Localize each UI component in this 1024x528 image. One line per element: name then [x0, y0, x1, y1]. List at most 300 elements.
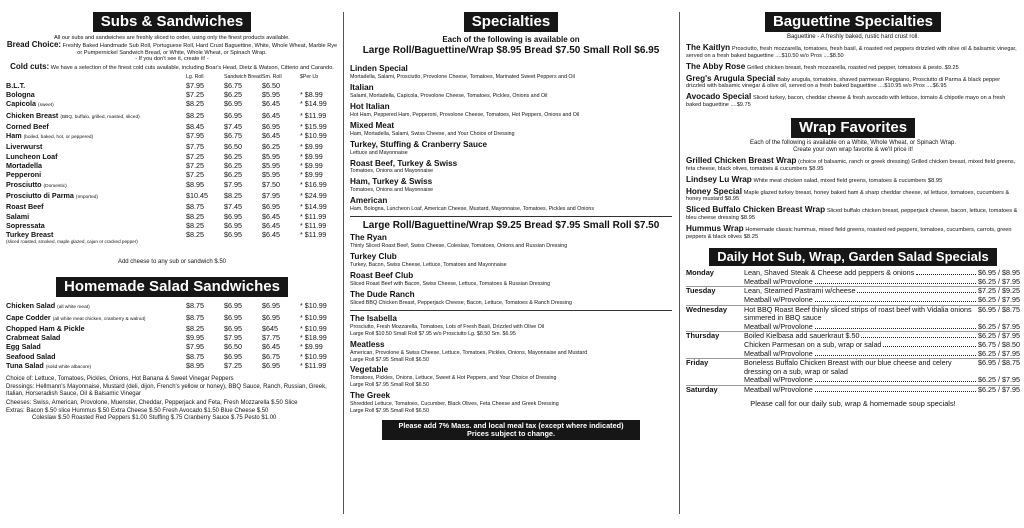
item-desc: (Imported) — [75, 194, 99, 200]
table-row — [686, 341, 1020, 350]
item-name: Luncheon Loaf — [6, 151, 58, 161]
price-cell: * $10.99 — [300, 301, 327, 311]
day-label: Saturday — [686, 384, 718, 394]
price-cell: $7.75 — [186, 142, 204, 152]
price-cell: $7.45 — [224, 202, 242, 212]
price-cell: * $10.99 — [300, 323, 327, 333]
day-label: Wednesday — [686, 304, 727, 314]
item-name: Prosciutto di Parma — [6, 190, 74, 200]
item-name: Liverwurst — [6, 142, 43, 152]
price-cell: $6.95 — [262, 301, 280, 311]
item-desc: Tomatoes, Pickles, Onions, Lettuce, Sweet & Hot Peppers, and Your Choice of Dressing — [350, 375, 557, 382]
subs-title: Subs & Sandwiches — [93, 12, 252, 32]
item-name: The Abby Rose — [686, 61, 746, 71]
item-price: $8.95 — [724, 196, 740, 203]
special-price: $6.25 / $7.95 — [978, 375, 1020, 385]
table-row — [686, 385, 1020, 394]
price-cell: * $9.99 — [300, 161, 323, 171]
header-sm-roll: Sm. Roll — [262, 73, 282, 80]
price-cell: * $11.99 — [300, 220, 327, 230]
item-name: The Isabella — [350, 313, 397, 323]
item-name: Vegetable — [350, 365, 389, 375]
day-label: Monday — [686, 268, 714, 278]
list-item — [350, 290, 672, 307]
item-name: Lindsey Lu Wrap — [686, 174, 752, 184]
item-name-cell — [6, 122, 186, 131]
baguettine-list — [686, 43, 1020, 110]
item-name-cell — [6, 90, 186, 99]
item-name-cell — [6, 313, 186, 324]
price-cell: $6.45 — [262, 211, 280, 221]
special-name: Meatball w/Provolone — [744, 321, 813, 331]
special-price: $6.25 / $7.95 — [978, 348, 1020, 358]
item-name: Roast Beef, Turkey & Swiss — [350, 158, 458, 168]
price-cell: $5.95 — [262, 170, 280, 180]
salad-choice-of: Choice of: Lettuce, Tomatoes, Pickles, Onions, Hot Banana & Sweet Vinegar Peppers — [6, 376, 234, 383]
table-row — [686, 376, 1020, 385]
cold-cuts: Cold cuts: We have a selection of the finest cold cuts available, including Boar's Head, Dietz & Watson, Citterio and Carando. — [10, 61, 334, 71]
price-cell: $7.95 — [186, 131, 204, 141]
item-desc: Turkey, Bacon, Swiss Cheese, Lettuce, Tomatoes and Mayonnaise — [350, 262, 507, 269]
table-row — [6, 142, 338, 151]
day-cell — [686, 332, 744, 341]
special-price: $6.95 / $8.75 — [978, 358, 1020, 368]
table-row — [686, 296, 1020, 305]
price-cell: $6.95 — [262, 202, 280, 212]
price-cell: * $9.99 — [300, 342, 323, 352]
price-cell: * $10.99 — [300, 312, 327, 322]
special-name: Boneless Buffalo Chicken Breast with our blue cheese and celery dressing on a sub, wrap or salad — [744, 358, 952, 376]
special-cell — [744, 385, 1020, 394]
special-cell — [744, 359, 1020, 377]
item-name: Pepperoni — [6, 170, 42, 180]
header-sandwich-bread: Sandwich Bread — [224, 73, 262, 80]
item-desc: Sliced turkey, bacon, cheddar cheese & fresh avocado with lettuce, tomato & chipotle mayo on a fresh baked baguettine ....$9.75 — [686, 95, 1006, 109]
day-cell — [686, 305, 744, 323]
price-cell: $6.25 — [224, 170, 242, 180]
special-name: Meatball w/Provolone — [744, 375, 813, 385]
item-desc: Thinly Sliced Roast Beef, Swiss Cheese, Coleslaw, Tomatoes, Onions and Russian Dressing — [350, 243, 568, 250]
special-price: $6.95 / $8.95 — [978, 268, 1020, 278]
item-name: Bologna — [6, 89, 35, 99]
list-item — [350, 314, 672, 338]
price-cell: * $10.99 — [300, 131, 327, 141]
item-name-cell — [6, 191, 186, 202]
item-name: Crabmeat Salad — [6, 333, 61, 343]
price-cell: $8.25 — [186, 110, 204, 120]
day-label: Thursday — [686, 331, 720, 341]
daily-title: Daily Hot Sub, Wrap, Garden Salad Specials — [709, 248, 996, 266]
special-name: Meatball w/Provolone — [744, 294, 813, 304]
item-desc: Ham, Bologna, Luncheon Loaf, American Cheese, Mustard, Mayonnaise, Tomatoes, Pickles and Onions — [350, 206, 594, 213]
day-cell — [686, 269, 744, 278]
price-cell: $5.95 — [262, 89, 280, 99]
price-cell: $6.75 — [224, 131, 242, 141]
table-header-row — [6, 73, 338, 81]
table-row — [6, 152, 338, 161]
column-subs — [6, 0, 338, 528]
day-cell — [686, 341, 744, 350]
item-name: Chicken Breast — [6, 110, 59, 120]
list-item — [350, 196, 672, 213]
price-cell: $8.25 — [186, 323, 204, 333]
column-divider — [343, 12, 344, 514]
item-desc: Grilled chicken breast, fresh mozzarella, roasted red pepper, tomatoes & pesto..$9.25 — [747, 64, 959, 71]
item-name: Egg Salad — [6, 342, 41, 352]
item-name-cell — [6, 161, 186, 170]
table-row — [6, 191, 338, 202]
item-name: Italian — [350, 83, 374, 93]
list-item — [686, 224, 1020, 241]
specialties-each: Each of the following is available on — [442, 35, 580, 44]
table-row — [6, 180, 338, 191]
price-cell: $8.75 — [186, 312, 204, 322]
bread-choice: Bread Choice: Freshly Baked Handmade Sub Roll, Portuguese Roll, Hard Crust Baguettine, White, Whole Wheat, Marble Rye or Pumpernickel Sandwich Bread, or White, Whole Wheat, or Spinach Wrap. — [6, 40, 338, 57]
item-price: $8.95 — [927, 177, 943, 184]
column-divider — [679, 12, 680, 514]
price-cell: $7.25 — [186, 161, 204, 171]
price-cell: $8.45 — [186, 121, 204, 131]
item-name-cell — [6, 170, 186, 179]
baguettine-title: Baguettine Specialties — [765, 12, 941, 32]
item-name-cell — [6, 301, 186, 312]
table-row — [6, 111, 338, 122]
price-cell: $10.45 — [186, 190, 208, 200]
price-cell: $8.25 — [186, 211, 204, 221]
item-prices: Large Roll $7.95 Small Roll $6.50 — [350, 408, 429, 415]
special-price: $6.25 / $7.95 — [978, 384, 1020, 394]
item-name: Greg's Arugula Special — [686, 73, 776, 83]
list-item — [350, 64, 672, 81]
item-desc: Shredded Lettuce, Tomatoes, Cucumber, Black Olives, Feta Cheese and Greek Dressing — [350, 401, 559, 408]
item-name-cell — [6, 131, 186, 142]
list-item — [686, 92, 1020, 109]
item-name: Honey Special — [686, 186, 742, 196]
price-cell: * $11.99 — [300, 211, 327, 221]
bread-note: - If you don't see it, create it! - — [135, 56, 209, 63]
list-item — [350, 159, 672, 176]
item-name: Chopped Ham & Pickle — [6, 323, 85, 333]
price-cell: $8.95 — [186, 179, 204, 189]
column-specialties — [350, 0, 672, 528]
item-desc: (all white meat) — [57, 305, 90, 311]
item-desc: (solid white albacore) — [45, 365, 92, 371]
day-label: Tuesday — [686, 286, 716, 296]
item-name: Turkey Club — [350, 252, 397, 262]
item-name-cell — [6, 230, 186, 239]
price-cell: $6.45 — [262, 110, 280, 120]
list-item — [350, 391, 672, 415]
price-cell: $6.95 — [224, 110, 242, 120]
table-row — [686, 287, 1020, 296]
item-prices: Large Roll $7.95 Small Roll $6.50 — [350, 356, 429, 363]
price-cell: $6.50 — [262, 80, 280, 90]
item-name: Sliced Buffalo Chicken Breast Wrap — [686, 205, 826, 215]
price-cell: * $16.99 — [300, 179, 327, 189]
list-item — [350, 177, 672, 194]
item-prices: Large Roll $7.95 Small Roll $6.50 — [350, 382, 429, 389]
special-price: $6.25 / $7.95 — [978, 276, 1020, 286]
salad-extras-2: Coleslaw $.50 Roasted Red Peppers $1.00 Stuffing $.75 Cranberry Sauce $.75 Pesto $1.00 — [32, 415, 277, 422]
price-cell: $6.25 — [224, 151, 242, 161]
price-note: Prices subject to change. — [467, 429, 555, 439]
list-item — [686, 187, 1020, 204]
item-desc: Ham, Mortadella, Salami, Swiss Cheese, and Your Choice of Dressing — [350, 130, 515, 137]
wraps-list — [686, 156, 1020, 241]
item-desc: White meat chicken salad, mixed field greens, tomatoes & cucumbers — [753, 177, 927, 184]
table-row — [6, 81, 338, 90]
salad-extras: Extras: Bacon $.50 slice Hummus $.50 Extra Cheese $.50 Fresh Avocado $1.50 Blue Cheese $.50 — [6, 407, 269, 414]
price-cell: $8.75 — [186, 301, 204, 311]
item-desc: (boiled, baked, hot, or peppered) — [23, 135, 94, 141]
item-name-cell — [6, 324, 186, 333]
item-name: Seafood Salad — [6, 351, 56, 361]
price-cell: $6.45 — [262, 99, 280, 109]
item-name: Meatless — [350, 339, 385, 349]
price-cell: * $8.99 — [300, 89, 323, 99]
special-name: Meatball w/Provolone — [744, 276, 813, 286]
item-name-cell — [6, 221, 186, 230]
day-cell — [686, 359, 744, 377]
subs-price-table — [6, 73, 338, 240]
item-desc: (sweet) — [37, 103, 54, 109]
item-desc: Mortadella, Salami, Prosciutto, Provolone Cheese, Tomatoes, Marinated Sweet Peppers and Oil — [350, 74, 575, 81]
item-price: $8.25 — [743, 234, 759, 241]
subs-intro: All our subs and sandwiches are freshly sliced to order, using only the finest products available. — [54, 35, 290, 41]
price-cell: * $24.99 — [300, 190, 327, 200]
price-cell: $6.95 — [224, 230, 242, 240]
item-name-cell — [6, 202, 186, 211]
price-cell: $8.95 — [186, 361, 204, 371]
table-row — [6, 361, 338, 372]
table-row — [6, 230, 338, 239]
price-cell: * $11.99 — [300, 110, 327, 120]
table-row — [6, 99, 338, 110]
table-row — [6, 122, 338, 131]
price-cell: $6.45 — [262, 342, 280, 352]
special-price: $6.25 / $7.95 — [978, 294, 1020, 304]
item-desc: Hot Ham, Peppered Ham, Pepperoni, Provolone Cheese, Tomatoes, Hot Peppers, Onions and Oil — [350, 111, 580, 118]
list-item — [350, 83, 672, 100]
item-name: Corned Beef — [6, 121, 49, 131]
item-name: Roast Beef — [6, 202, 44, 212]
table-row — [686, 359, 1020, 377]
item-prices: Large Roll $10.50 Small Roll $7.95 w/o Prosciutto Lg. $8.50 Sm. $6.95 — [350, 330, 516, 337]
list-item — [350, 140, 672, 157]
special-name: Lean, Steamed Pastrami w/cheese — [744, 286, 856, 296]
special-price: $6.25 / $7.95 — [978, 331, 1020, 341]
table-row — [6, 202, 338, 211]
price-cell: $8.25 — [186, 220, 204, 230]
item-name: Turkey, Stuffing & Cranberry Sauce — [350, 139, 488, 149]
item-name: The Dude Ranch — [350, 289, 415, 299]
item-desc: Sliced BBQ Chicken Breast, Pepperjack Cheese, Bacon, Lettuce, Tomatoes & Ranch Dressing — [350, 299, 572, 306]
item-name: Linden Special — [350, 64, 408, 74]
table-row — [6, 170, 338, 179]
salads-price-table — [6, 301, 338, 372]
item-desc: Tomatoes, Onions and Mayonnaise — [350, 168, 434, 175]
price-cell: $6.50 — [224, 342, 242, 352]
item-name-cell — [6, 212, 186, 221]
item-name: American — [350, 196, 388, 206]
item-name-cell — [6, 352, 186, 361]
item-name: Hot Italian — [350, 101, 390, 111]
wraps-create: Create your own wrap favorite & we'll price it! — [793, 147, 913, 153]
item-desc: Prosciutto, Fresh Mozzarella, Tomatoes, Lots of Fresh Basil, Drizzled with Olive Oil — [350, 323, 545, 330]
item-desc: (Domestic) — [43, 183, 67, 189]
item-name-cell — [6, 99, 186, 110]
price-cell: $7.25 — [186, 170, 204, 180]
list-item — [686, 156, 1020, 173]
price-cell: $7.50 — [262, 179, 280, 189]
price-cell: * $14.99 — [300, 202, 327, 212]
day-cell — [686, 287, 744, 296]
item-name: Ham, Turkey & Swiss — [350, 177, 433, 187]
tax-note-box — [382, 420, 640, 440]
price-cell: $6.95 — [262, 312, 280, 322]
price-cell: $6.25 — [224, 161, 242, 171]
item-name: The Ryan — [350, 233, 387, 243]
price-cell: $8.25 — [224, 190, 242, 200]
table-row — [6, 333, 338, 342]
item-desc: (choice of balsamic, ranch or greek dressing) Grilled chicken breast, mixed field greens, feta cheese, black olives, tomatoes & cucumbers — [686, 158, 1016, 172]
item-name: The Kaitlyn — [686, 42, 731, 52]
price-cell: $8.25 — [186, 99, 204, 109]
price-cell: $5.95 — [262, 161, 280, 171]
list-item — [350, 271, 672, 288]
item-name: Mortadella — [6, 161, 42, 171]
salads-title: Homemade Salad Sandwiches — [56, 277, 288, 297]
item-name: Turkey Breast — [6, 230, 54, 240]
item-price: $8.95 — [740, 215, 756, 222]
price-cell: * $18.99 — [300, 333, 327, 343]
price-cell: $6.45 — [262, 230, 280, 240]
table-row — [6, 212, 338, 221]
special-name: Chicken Parmesan on a sub, wrap or salad — [744, 339, 882, 349]
price-cell: $7.95 — [224, 179, 242, 189]
special-name: Boiled Kielbasa add sauerkraut $.50 — [744, 331, 860, 341]
day-label: Friday — [686, 358, 709, 368]
item-name-cell — [6, 361, 186, 372]
price-cell: $7.25 — [186, 89, 204, 99]
price-cell: $6.75 — [224, 80, 242, 90]
special-name: Meatball w/Provolone — [744, 384, 813, 394]
item-desc: Tomatoes, Onions and Mayonnaise — [350, 187, 434, 194]
item-name-cell — [6, 111, 186, 122]
list-item — [686, 175, 1020, 185]
special-price: $6.25 / $7.95 — [978, 321, 1020, 331]
specialties-list-2 — [350, 233, 672, 307]
item-name: Tuna Salad — [6, 361, 44, 371]
price-cell: $8.75 — [186, 202, 204, 212]
price-cell: $6.95 — [224, 323, 242, 333]
price-cell: $9.95 — [186, 333, 204, 343]
list-item — [686, 43, 1020, 60]
header-lg-roll: Lg. Roll — [186, 73, 204, 80]
item-price: $8.95 — [809, 165, 824, 172]
price-cell: $645 — [262, 323, 278, 333]
item-name: Grilled Chicken Breast Wrap — [686, 155, 797, 165]
price-cell: $6.95 — [224, 301, 242, 311]
item-name-cell — [6, 152, 186, 161]
item-desc: Maple glazed turkey breast, honey baked ham & sharp cheddar cheese, w/ lettuce, tomatoes, cucumbers & honey mustard — [686, 189, 1010, 203]
item-name: Hummus Wrap — [686, 224, 744, 234]
specialties-title: Specialties — [464, 12, 558, 32]
price-cell: $6.25 — [262, 142, 280, 152]
daily-footer: Please call for our daily sub, wrap & homemade soup specials! — [750, 399, 956, 409]
item-name: Chicken Salad — [6, 301, 56, 311]
price-cell: $6.95 — [224, 99, 242, 109]
price-cell: * $15.99 — [300, 121, 327, 131]
special-price: $6.95 / $8.75 — [978, 304, 1020, 314]
price-cell: $6.95 — [224, 312, 242, 322]
item-desc: (BBQ, buffalo, grilled, roasted, sliced) — [60, 114, 140, 120]
tax-note: Please add 7% Mass. and local meal tax (except where indicated) — [398, 421, 624, 431]
item-name-cell — [6, 142, 186, 151]
special-name: Lean, Shaved Steak & Cheese add peppers & onions — [744, 268, 915, 278]
item-name: Roast Beef Club — [350, 271, 414, 281]
item-name: Avocado Special — [686, 92, 752, 102]
price-cell: $7.75 — [262, 333, 280, 343]
table-row — [6, 221, 338, 230]
price-cell: $6.95 — [262, 361, 280, 371]
special-name: Hot BBQ Roast Beef thinly sliced strips of roast beef with Vidalia onions simmered in BBQ sauce — [744, 304, 972, 323]
price-cell: $6.75 — [262, 351, 280, 361]
item-name: Capicola — [6, 99, 36, 109]
list-item — [350, 102, 672, 119]
price-cell: * $9.99 — [300, 170, 323, 180]
table-row — [6, 342, 338, 351]
price-cell: * $9.99 — [300, 142, 323, 152]
salad-dressings: Dressings: Hellmann's Mayonnaise, Mustard (deli, dijon, French's yellow or honey), BBQ Sauce, Ranch, Russian, Greek, Italian, Horseradish Sauce, Oil & Balsamic Vinegar — [6, 383, 327, 398]
price-cell: $7.25 — [186, 151, 204, 161]
daily-table — [686, 269, 1020, 394]
wraps-each: Each of the following is available on a White, Whole Wheat, or Spinach Wrap. — [750, 140, 956, 147]
item-desc: American, Provolone & Swiss Cheese, Lettuce, Tomatoes, Pickles, Onions, Mayonnaise and Mustard — [350, 349, 588, 356]
price-cell: $6.95 — [262, 121, 280, 131]
price-cell: $6.95 — [224, 220, 242, 230]
price-cell: * $11.99 — [300, 361, 327, 371]
price-cell: $6.95 — [224, 211, 242, 221]
price-cell: $7.95 — [186, 342, 204, 352]
item-desc: Sliced Roast Beef with Bacon, Swiss Cheese, Lettuce, Tomatoes & Russian Dressing — [350, 281, 551, 288]
baguettine-sub: Baguettine - A freshly baked, rustic hard crust roll. — [786, 34, 920, 40]
item-desc: (all white meat chicken, cranberry & walnut) — [52, 316, 146, 322]
list-item — [686, 62, 1020, 72]
item-desc: Lettuce and Mayonnaise — [350, 149, 408, 156]
item-name: Mixed Meat — [350, 120, 395, 130]
price-cell: * $14.99 — [300, 99, 327, 109]
item-name-cell — [6, 180, 186, 191]
price-cell: $6.50 — [224, 142, 242, 152]
special-cell — [744, 376, 1020, 385]
item-desc: Prosciutto, fresh mozzarella, tomatoes, fresh basil, & roasted red peppers drizzled with olive oil & balsamic vinegar, served on a fresh baked baguettine ....$10.50 w/o Pros ....$8.50 — [686, 45, 1017, 59]
item-name-cell — [6, 342, 186, 351]
turkey-note: (sliced roasted, smoked, maple glazed, cajun or cracked pepper) — [6, 239, 138, 245]
table-row — [6, 131, 338, 142]
price-cell: * $10.99 — [300, 351, 327, 361]
price-cell: $7.25 — [224, 361, 242, 371]
table-row — [6, 313, 338, 324]
item-name: Ham — [6, 131, 22, 141]
list-item — [350, 233, 672, 250]
price-line-2: Large Roll/Baguettine/Wrap $9.25 Bread $7.95 Small Roll $7.50 — [362, 220, 660, 232]
special-price: $6.75 / $8.50 — [978, 339, 1020, 349]
cheese-note: Add cheese to any sub or sandwich $.50 — [117, 258, 227, 265]
list-item — [350, 252, 672, 269]
price-cell: $8.25 — [186, 230, 204, 240]
item-name: The Greek — [350, 391, 391, 401]
